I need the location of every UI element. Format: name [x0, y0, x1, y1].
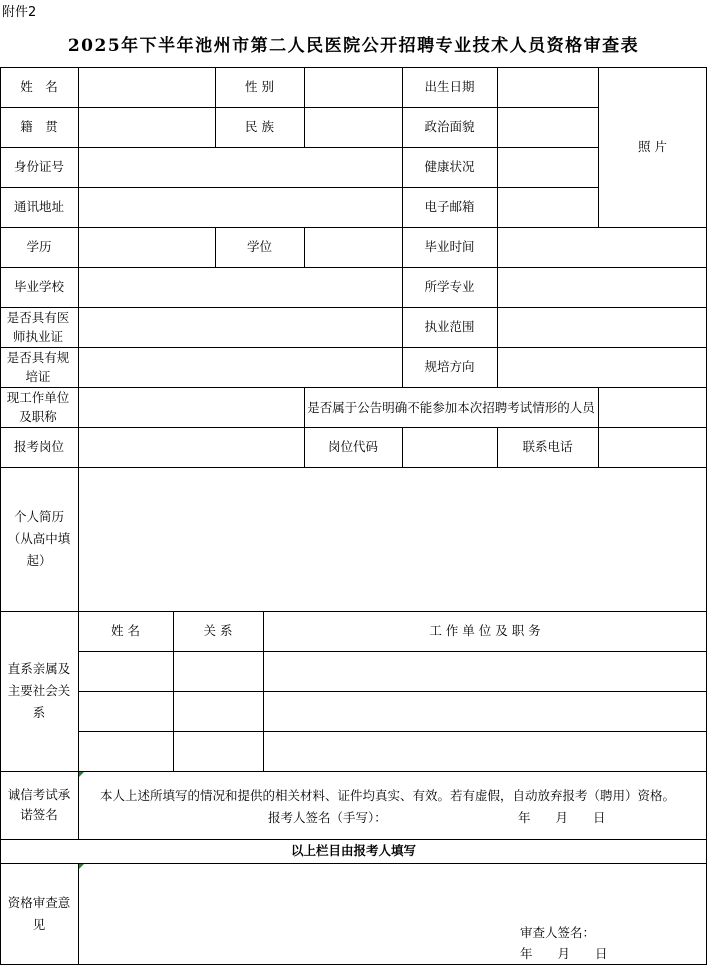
id-number-field[interactable]: [79, 148, 402, 187]
physician-license-label: 是否具有医师执业证: [6, 310, 70, 344]
attachment-label: 附件2: [2, 5, 37, 20]
position-code-label: 岗位代码: [327, 439, 378, 454]
school-field[interactable]: [79, 268, 402, 307]
practice-scope-field[interactable]: [498, 308, 706, 347]
physician-license-field[interactable]: [79, 308, 402, 347]
training-cert-label: 是否具有规培证: [6, 350, 70, 384]
integrity-statement: 本人上述所填写的情况和提供的相关材料、证件均真实、有效。若有虚假，自动放弃报考（聘用）资格。: [100, 788, 676, 803]
relative-work-field[interactable]: [264, 692, 706, 731]
phone-field[interactable]: [599, 428, 706, 467]
address-label: 通讯地址: [13, 199, 64, 214]
current-unit-field[interactable]: [79, 388, 304, 427]
relatives-col-work: 工 作 单 位 及 职 务: [429, 623, 541, 638]
current-unit-label: 现工作单位及职称: [6, 390, 70, 424]
relative-relation-field[interactable]: [174, 692, 263, 731]
native-place-label: 籍 贯: [20, 119, 58, 134]
relative-relation-field[interactable]: [174, 652, 263, 691]
id-number-label: 身份证号: [13, 159, 64, 174]
resume-label: 个人简历（从高中填起）: [7, 509, 71, 568]
training-direction-label: 规培方向: [424, 359, 475, 374]
education-label: 学历: [26, 239, 52, 254]
phone-label: 联系电话: [522, 439, 573, 454]
health-label: 健康状况: [424, 159, 475, 174]
ethnicity-field[interactable]: [305, 108, 402, 147]
political-status-label: 政治面貌: [424, 119, 475, 134]
integrity-label: 诚信考试承诺签名: [7, 787, 71, 822]
photo-label: 照 片: [638, 138, 667, 154]
name-label: 姓 名: [20, 79, 58, 94]
school-label: 毕业学校: [13, 279, 64, 294]
email-label: 电子邮箱: [424, 199, 475, 214]
email-field[interactable]: [498, 188, 598, 227]
form-title: 2025年下半年池州市第二人民医院公开招聘专业技术人员资格审查表: [67, 36, 640, 56]
relative-name-field[interactable]: [79, 732, 173, 771]
graduation-time-label: 毕业时间: [424, 239, 475, 254]
excluded-question-field[interactable]: [599, 388, 706, 427]
training-direction-field[interactable]: [498, 348, 706, 387]
resume-field[interactable]: [79, 468, 706, 611]
reviewer-signature-date: 年 月 日: [520, 946, 608, 961]
name-field[interactable]: [79, 68, 215, 107]
gender-label: 性 别: [245, 79, 274, 94]
applicant-fill-note: 以上栏目由报考人填写: [290, 843, 416, 858]
gender-field[interactable]: [305, 68, 402, 107]
excluded-question-label: 是否属于公告明确不能参加本次招聘考试情形的人员: [307, 399, 595, 415]
birth-date-label: 出生日期: [424, 79, 475, 94]
degree-field[interactable]: [305, 228, 402, 267]
ethnicity-label: 民 族: [245, 119, 274, 134]
birth-date-field[interactable]: [498, 68, 598, 107]
applicant-signature-date: 年 月 日: [518, 810, 606, 825]
practice-scope-label: 执业范围: [424, 319, 475, 334]
relatives-col-name: 姓 名: [111, 623, 140, 638]
major-label: 所学专业: [424, 279, 475, 294]
review-opinion-field[interactable]: [79, 864, 706, 914]
relative-relation-field[interactable]: [174, 732, 263, 771]
degree-label: 学位: [246, 239, 272, 254]
cell-comment-marker: [79, 772, 84, 777]
reviewer-signature-label[interactable]: 审查人签名：: [520, 925, 596, 940]
relative-name-field[interactable]: [79, 652, 173, 691]
review-label: 资格审查意见: [7, 895, 71, 932]
political-status-field[interactable]: [498, 108, 598, 147]
education-field[interactable]: [79, 228, 215, 267]
relative-work-field[interactable]: [264, 652, 706, 691]
relatives-col-relation: 关 系: [203, 623, 233, 638]
photo-box[interactable]: [599, 68, 706, 227]
applicant-signature-label[interactable]: 报考人签名（手写）：: [268, 810, 387, 825]
address-field[interactable]: [79, 188, 402, 227]
position-code-field[interactable]: [403, 428, 497, 467]
relatives-label: 直系亲属及主要社会关系: [7, 661, 71, 720]
relative-work-field[interactable]: [264, 732, 706, 771]
graduation-time-field[interactable]: [498, 228, 706, 267]
major-field[interactable]: [498, 268, 706, 307]
position-field[interactable]: [79, 428, 304, 467]
position-label: 报考岗位: [13, 439, 64, 454]
training-cert-field[interactable]: [79, 348, 402, 387]
native-place-field[interactable]: [79, 108, 215, 147]
relative-name-field[interactable]: [79, 692, 173, 731]
health-field[interactable]: [498, 148, 598, 187]
